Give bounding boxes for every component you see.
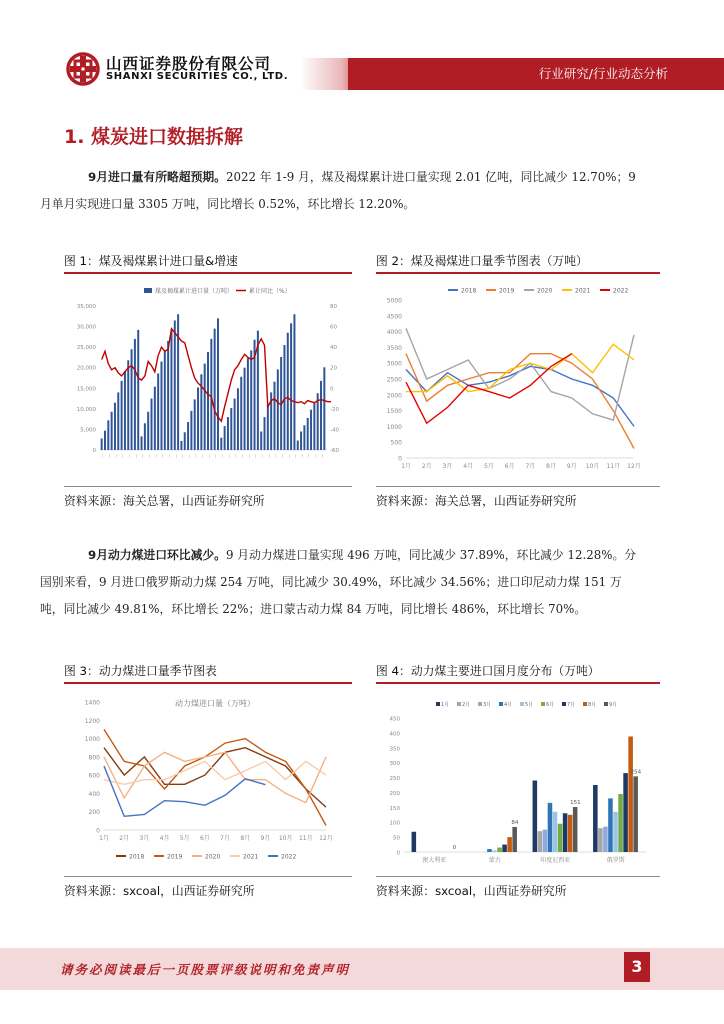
cumulative-import-chart xyxy=(64,280,352,484)
bar-cumulative-import xyxy=(300,431,302,450)
y-axis-tick: 1400 xyxy=(84,699,100,707)
bar-cumulative-import xyxy=(313,403,315,450)
bar-cumulative-import xyxy=(224,426,226,450)
bar-俄罗斯-6月 xyxy=(618,794,623,852)
bar-cumulative-import xyxy=(147,412,149,450)
series-line-2021 xyxy=(406,344,634,391)
x-axis-tick: — xyxy=(193,454,199,458)
legend-label-2020: 2020 xyxy=(537,287,553,295)
y-axis-right-tick: -20 xyxy=(330,406,339,413)
legend-label-2018: 2018 xyxy=(129,853,145,861)
legend-swatch-2月 xyxy=(457,702,461,706)
x-axis-tick: 澳大利亚 xyxy=(422,857,447,864)
legend-label-2020: 2020 xyxy=(205,853,221,861)
bar-cumulative-import xyxy=(297,441,299,450)
y-axis-tick: 100 xyxy=(389,820,400,827)
figure-2-title-rule xyxy=(376,272,660,274)
figure-4-source: 资料来源：sxcoal，山西证券研究所 xyxy=(376,884,567,898)
x-axis-tick: 3月 xyxy=(442,463,453,470)
x-axis-tick: 2月 xyxy=(421,463,432,470)
legend-swatch-7月 xyxy=(562,702,566,706)
x-axis-tick: — xyxy=(160,454,166,458)
figure-3-chart xyxy=(64,688,352,874)
x-axis-tick: 俄罗斯 xyxy=(606,857,625,864)
figure-1-title: 图 1：煤及褐煤累计进口量&增速 xyxy=(64,254,238,268)
figure-4-chart xyxy=(376,688,660,874)
legend-swatch-3月 xyxy=(478,702,482,706)
bar-cumulative-import xyxy=(323,367,325,450)
paragraph-text: 2022 年 1-9 月，煤及褐煤累计进口量实现 2.01 亿吨，同比减少 12.70%；9 xyxy=(225,170,636,184)
bar-印度尼西亚-7月 xyxy=(563,813,568,852)
data-label-蒙古: 84 xyxy=(511,819,519,826)
y-axis-tick: 450 xyxy=(389,716,400,723)
x-axis-tick: — xyxy=(100,454,106,458)
legend-swatch-8月 xyxy=(583,702,587,706)
x-axis-tick: — xyxy=(113,454,119,458)
figure-2-source: 资料来源：海关总署，山西证券研究所 xyxy=(376,494,577,508)
bar-cumulative-import xyxy=(131,349,133,450)
bar-cumulative-import xyxy=(164,351,166,450)
series-line-2020 xyxy=(406,328,634,420)
bar-俄罗斯-5月 xyxy=(613,812,618,852)
bar-印度尼西亚-1月 xyxy=(533,781,538,852)
bar-cumulative-import xyxy=(177,314,179,450)
bar-俄罗斯-7月 xyxy=(623,773,628,852)
legend-swatch-9月 xyxy=(604,702,608,706)
bar-cumulative-import xyxy=(124,371,126,450)
x-axis-tick: — xyxy=(173,454,179,458)
x-axis-tick: 10月 xyxy=(585,463,600,470)
company-name-en: SHANXI SECURITIES CO., LTD. xyxy=(106,71,289,82)
y-axis-tick: 1200 xyxy=(84,717,100,725)
x-axis-tick: — xyxy=(167,454,173,458)
bar-cumulative-import xyxy=(234,399,236,450)
bar-cumulative-import xyxy=(320,381,322,450)
bar-印度尼西亚-2月 xyxy=(538,831,543,852)
bar-cumulative-import xyxy=(197,387,199,450)
bar-cumulative-import xyxy=(114,403,116,450)
x-axis-tick: — xyxy=(233,454,239,458)
x-axis-tick: 12月 xyxy=(319,835,333,842)
bar-cumulative-import xyxy=(260,431,262,450)
x-axis-tick: — xyxy=(240,454,246,458)
y-axis-tick: 200 xyxy=(389,790,400,797)
paragraph-import-overview xyxy=(40,164,664,218)
x-axis-tick: 1月 xyxy=(401,463,411,470)
x-axis-tick: — xyxy=(313,454,319,458)
x-axis-tick: — xyxy=(133,454,139,458)
y-axis-right-tick: -60 xyxy=(330,448,339,454)
x-axis-tick: — xyxy=(306,454,312,458)
figure-3-title: 图 3：动力煤进口量季节图表 xyxy=(64,664,217,678)
bar-cumulative-import xyxy=(227,417,229,450)
legend-label-2月: 2月 xyxy=(462,702,471,708)
section-title: 1. 煤炭进口数据拆解 xyxy=(64,126,244,148)
y-axis-tick: 1000 xyxy=(386,423,402,431)
bar-cumulative-import xyxy=(180,441,182,450)
y-axis-tick: 3500 xyxy=(386,344,402,352)
bar-印度尼西亚-3月 xyxy=(543,830,548,852)
bar-cumulative-import xyxy=(250,350,252,450)
bar-cumulative-import xyxy=(144,423,146,450)
bar-cumulative-import xyxy=(187,422,189,450)
x-axis-tick: 8月 xyxy=(546,463,557,470)
y-axis-left-tick: 35,000 xyxy=(76,304,96,310)
legend-swatch-1月 xyxy=(436,702,440,706)
y-axis-tick: 0 xyxy=(398,455,402,463)
x-axis-tick: — xyxy=(220,454,226,458)
y-axis-right-tick: 0 xyxy=(330,386,334,393)
y-axis-tick: 800 xyxy=(88,754,100,762)
bar-蒙古-4月 xyxy=(487,849,492,852)
page-header xyxy=(0,0,724,100)
bar-澳大利亚-1月 xyxy=(412,832,417,852)
x-axis-tick: — xyxy=(266,454,272,458)
y-axis-right-tick: 40 xyxy=(330,345,337,352)
bar-cumulative-import xyxy=(207,352,209,450)
bar-cumulative-import xyxy=(141,436,143,450)
x-axis-tick: 7月 xyxy=(525,463,536,470)
bar-印度尼西亚-4月 xyxy=(548,803,553,852)
legend-swatch-4月 xyxy=(499,702,503,706)
bar-cumulative-import xyxy=(107,420,109,450)
y-axis-tick: 300 xyxy=(389,761,400,768)
x-axis-tick: 4月 xyxy=(463,463,474,470)
y-axis-tick: 2500 xyxy=(386,376,402,384)
x-axis-tick: — xyxy=(280,454,286,458)
bar-cumulative-import xyxy=(127,360,129,450)
legend-label-8月: 8月 xyxy=(588,702,597,708)
x-axis-tick: — xyxy=(286,454,292,458)
bar-cumulative-import xyxy=(217,318,219,450)
y-axis-tick: 0 xyxy=(96,827,100,835)
x-axis-tick: 5月 xyxy=(483,463,494,470)
bar-蒙古-7月 xyxy=(502,845,507,852)
legend-label-6月: 6月 xyxy=(546,702,555,708)
bar-俄罗斯-1月 xyxy=(593,785,598,852)
chart-title: 动力煤进口量（万吨） xyxy=(175,699,255,708)
x-axis-tick: — xyxy=(207,454,213,458)
y-axis-tick: 0 xyxy=(396,850,400,857)
legend-label-line: 累计同比（%） xyxy=(249,288,291,295)
y-axis-tick: 350 xyxy=(389,746,400,753)
legend-label-2021: 2021 xyxy=(243,853,259,861)
figure-4-title: 图 4：动力煤主要进口国月度分布（万吨） xyxy=(376,664,600,678)
y-axis-tick: 500 xyxy=(390,439,402,447)
figure-3-bottom-rule xyxy=(64,876,352,877)
x-axis-tick: 6月 xyxy=(504,463,515,470)
x-axis-tick: 9月 xyxy=(260,835,271,842)
bar-cumulative-import xyxy=(240,377,242,450)
x-axis-tick: 3月 xyxy=(139,835,150,842)
legend-label-2018: 2018 xyxy=(461,287,477,295)
paragraph-text: 吨，同比减少 49.81%，环比增长 22%；进口蒙古动力煤 84 万吨，同比增长 486%，环比增长 70%。 xyxy=(40,602,587,616)
bar-cumulative-import xyxy=(267,404,269,450)
x-axis-tick: — xyxy=(180,454,186,458)
y-axis-tick: 5000 xyxy=(386,297,402,305)
bar-cumulative-import xyxy=(220,438,222,450)
y-axis-left-tick: 25,000 xyxy=(76,345,96,352)
x-axis-tick: 6月 xyxy=(199,835,210,842)
y-axis-left-tick: 15,000 xyxy=(76,386,96,393)
y-axis-right-tick: 80 xyxy=(330,304,337,310)
bar-cumulative-import xyxy=(121,381,123,450)
x-axis-tick: 7月 xyxy=(220,835,231,842)
x-axis-tick: — xyxy=(260,454,266,458)
figure-2-bottom-rule xyxy=(376,486,660,487)
x-axis-tick: — xyxy=(107,454,113,458)
series-line-2020 xyxy=(104,752,326,802)
x-axis-tick: 11月 xyxy=(606,463,621,470)
legend-label-2019: 2019 xyxy=(167,853,183,861)
bar-cumulative-import xyxy=(184,432,186,450)
y-axis-left-tick: 30,000 xyxy=(76,324,96,331)
x-axis-tick: — xyxy=(253,454,259,458)
bar-cumulative-import xyxy=(310,410,312,450)
x-axis-tick: — xyxy=(127,454,133,458)
legend-swatch-6月 xyxy=(541,702,545,706)
y-axis-tick: 600 xyxy=(88,772,100,780)
paragraph-lead: 9月进口量有所略超预期。 xyxy=(88,170,226,184)
figure-4-bottom-rule xyxy=(376,876,660,877)
bar-cumulative-import xyxy=(137,330,139,450)
bar-cumulative-import xyxy=(204,364,206,450)
bar-cumulative-import xyxy=(157,373,159,450)
x-axis-tick: — xyxy=(120,454,126,458)
x-axis-tick: — xyxy=(320,454,326,458)
y-axis-left-tick: 10,000 xyxy=(76,406,96,413)
paragraph-text: 9 月动力煤进口量实现 496 万吨，同比减少 37.89%，环比减少 12.28%。分 xyxy=(225,548,637,562)
y-axis-tick: 200 xyxy=(88,809,100,817)
x-axis-tick: 11月 xyxy=(298,835,313,842)
bar-cumulative-import xyxy=(237,388,239,450)
legend-label-2022: 2022 xyxy=(281,853,297,861)
legend-label-4月: 4月 xyxy=(504,702,513,708)
thermal-coal-seasonal-chart xyxy=(64,688,352,874)
y-axis-tick: 1000 xyxy=(84,736,100,744)
y-axis-tick: 2000 xyxy=(386,392,402,400)
paragraph-text: 国别来看，9 月进口俄罗斯动力煤 254 万吨，同比减少 30.49%，环比减少 34.56%；进口印尼动力煤 151 万 xyxy=(40,575,622,589)
bar-俄罗斯-9月 xyxy=(633,776,638,852)
bar-俄罗斯-4月 xyxy=(608,798,613,852)
x-axis-tick: — xyxy=(246,454,252,458)
report-category: 行业研究/行业动态分析 xyxy=(538,66,668,81)
y-axis-tick: 4000 xyxy=(386,329,402,337)
bar-cumulative-import xyxy=(214,329,216,450)
bar-蒙古-5月 xyxy=(492,851,497,852)
footer-disclaimer: 请务必阅读最后一页股票评级说明和免责声明 xyxy=(60,962,351,977)
x-axis-tick: 蒙古 xyxy=(488,857,501,864)
bar-蒙古-9月 xyxy=(512,827,517,852)
legend-label-2022: 2022 xyxy=(613,287,629,295)
bar-cumulative-import xyxy=(174,320,176,450)
legend-label-9月: 9月 xyxy=(609,702,618,708)
x-axis-tick: — xyxy=(213,454,219,458)
legend-label-7月: 7月 xyxy=(567,702,576,708)
bar-cumulative-import xyxy=(151,399,153,450)
y-axis-left-tick: 20,000 xyxy=(76,365,96,372)
figure-2-chart xyxy=(376,280,660,484)
x-axis-tick: — xyxy=(153,454,159,458)
bar-cumulative-import xyxy=(134,339,136,450)
bar-印度尼西亚-8月 xyxy=(568,815,573,852)
bar-cumulative-import xyxy=(210,339,212,450)
bar-cumulative-import xyxy=(244,368,246,450)
bar-蒙古-6月 xyxy=(497,848,502,852)
y-axis-tick: 400 xyxy=(88,790,100,798)
bar-蒙古-8月 xyxy=(507,837,512,852)
paragraph-thermal-coal xyxy=(40,542,664,623)
legend-label-3月: 3月 xyxy=(483,702,492,708)
figure-3-title-rule xyxy=(64,682,352,684)
bar-cumulative-import xyxy=(104,431,106,450)
figure-1-source: 资料来源：海关总署，山西证券研究所 xyxy=(64,494,265,508)
x-axis-tick: 1月 xyxy=(99,835,109,842)
bar-俄罗斯-8月 xyxy=(628,736,633,852)
bar-印度尼西亚-5月 xyxy=(553,812,558,852)
company-name-cn: 山西证券股份有限公司 xyxy=(106,55,272,73)
bar-俄罗斯-2月 xyxy=(598,828,603,852)
x-axis-tick: — xyxy=(147,454,153,458)
line-cumulative-yoy xyxy=(102,329,331,422)
x-axis-tick: — xyxy=(187,454,193,458)
bar-cumulative-import xyxy=(287,333,289,450)
legend-label-2021: 2021 xyxy=(575,287,591,295)
bar-cumulative-import xyxy=(273,382,275,450)
bar-印度尼西亚-9月 xyxy=(573,807,578,852)
data-label-印度尼西亚: 151 xyxy=(570,800,581,807)
paragraph-text: 月单月实现进口量 3305 万吨，同比增长 0.52%，环比增长 12.20%。 xyxy=(40,197,416,211)
y-axis-tick: 50 xyxy=(393,835,400,842)
bar-cumulative-import xyxy=(111,412,113,450)
figure-1-bottom-rule xyxy=(64,486,352,487)
x-axis-tick: — xyxy=(226,454,232,458)
bar-cumulative-import xyxy=(283,345,285,450)
bar-cumulative-import xyxy=(160,362,162,450)
shanxi-securities-logo-icon xyxy=(66,52,100,86)
paragraph-lead: 9月动力煤进口环比减少。 xyxy=(88,548,226,562)
x-axis-tick: 9月 xyxy=(566,463,577,470)
x-axis-tick: — xyxy=(200,454,206,458)
import-by-country-chart xyxy=(376,688,660,874)
figure-2-title: 图 2：煤及褐煤进口量季节图表（万吨） xyxy=(376,254,588,268)
bar-cumulative-import xyxy=(290,323,292,450)
x-axis-tick: 8月 xyxy=(240,835,251,842)
bar-cumulative-import xyxy=(230,408,232,450)
y-axis-right-tick: 20 xyxy=(330,365,337,372)
x-axis-tick: 10月 xyxy=(278,835,293,842)
bar-cumulative-import xyxy=(264,417,266,450)
y-axis-left-tick: 0 xyxy=(92,448,96,454)
legend-label-bars: 煤及褐煤累计进口量（万吨） xyxy=(155,288,234,295)
y-axis-tick: 250 xyxy=(389,776,400,783)
bar-cumulative-import xyxy=(154,387,156,450)
bar-cumulative-import xyxy=(117,392,119,450)
bar-cumulative-import xyxy=(194,399,196,450)
legend-label-1月: 1月 xyxy=(441,702,450,708)
y-axis-tick: 400 xyxy=(389,731,400,738)
bar-cumulative-import xyxy=(303,425,305,450)
legend-label-2019: 2019 xyxy=(499,287,515,295)
bar-cumulative-import xyxy=(190,411,192,450)
figure-4-title-rule xyxy=(376,682,660,684)
bar-cumulative-import xyxy=(277,369,279,450)
figure-3-source: 资料来源：sxcoal，山西证券研究所 xyxy=(64,884,255,898)
bar-印度尼西亚-6月 xyxy=(558,824,563,852)
x-axis-tick: 4月 xyxy=(159,835,170,842)
x-axis-tick: — xyxy=(140,454,146,458)
figure-1-chart xyxy=(64,280,352,484)
legend-swatch-5月 xyxy=(520,702,524,706)
y-axis-tick: 3000 xyxy=(386,360,402,368)
series-line-2018 xyxy=(406,366,634,426)
bar-cumulative-import xyxy=(167,341,169,450)
y-axis-left-tick: 5,000 xyxy=(80,427,96,434)
seasonal-import-chart xyxy=(376,280,660,484)
y-axis-tick: 4500 xyxy=(386,313,402,321)
bar-cumulative-import xyxy=(101,438,103,450)
page-number: 3 xyxy=(624,952,650,982)
x-axis-tick: 印度尼西亚 xyxy=(540,857,571,864)
bar-cumulative-import xyxy=(293,314,295,450)
y-axis-tick: 150 xyxy=(389,805,400,812)
y-axis-tick: 1500 xyxy=(386,408,402,416)
x-axis-tick: 12月 xyxy=(627,463,641,470)
y-axis-right-tick: -40 xyxy=(330,427,339,434)
bar-cumulative-import xyxy=(170,331,172,450)
legend-label-5月: 5月 xyxy=(525,702,534,708)
series-line-2019 xyxy=(406,354,634,449)
legend-swatch-bars xyxy=(144,288,152,293)
x-axis-tick: 5月 xyxy=(179,835,190,842)
bar-cumulative-import xyxy=(247,358,249,450)
figure-1-title-rule xyxy=(64,272,352,274)
x-axis-tick: — xyxy=(273,454,279,458)
x-axis-tick: 2月 xyxy=(119,835,130,842)
x-axis-tick: — xyxy=(300,454,306,458)
data-label-俄罗斯: 254 xyxy=(630,769,642,776)
bar-cumulative-import xyxy=(307,418,309,450)
data-label-澳大利亚: 0 xyxy=(452,845,457,851)
y-axis-right-tick: 60 xyxy=(330,324,337,331)
x-axis-tick: — xyxy=(293,454,299,458)
bar-俄罗斯-3月 xyxy=(603,827,608,852)
